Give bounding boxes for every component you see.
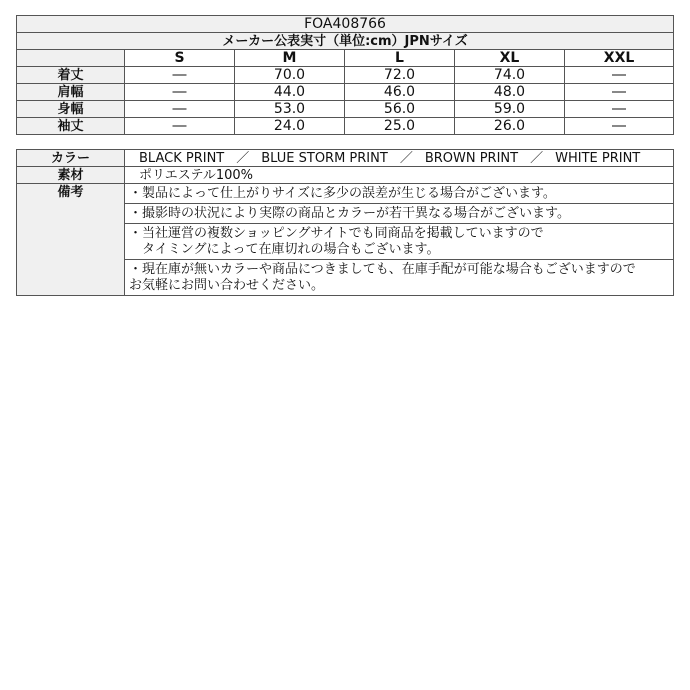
table-cell: ― bbox=[125, 118, 235, 135]
color-black-print: BLACK PRINT bbox=[139, 151, 225, 166]
note-item bbox=[125, 224, 674, 260]
table-cell: ― bbox=[565, 84, 674, 101]
table-cell: 44.0 bbox=[235, 84, 345, 101]
size-header-xl: XL bbox=[455, 50, 565, 67]
table-row bbox=[17, 118, 674, 135]
size-table bbox=[16, 15, 674, 135]
note-line: お気軽にお問い合わせください。 bbox=[129, 278, 325, 293]
table-cell: ― bbox=[125, 67, 235, 84]
table-cell: ― bbox=[565, 118, 674, 135]
size-header-m: M bbox=[235, 50, 345, 67]
size-header-xxl: XXL bbox=[565, 50, 674, 67]
table-cell: 53.0 bbox=[235, 101, 345, 118]
color-separator: ／ bbox=[236, 151, 250, 166]
table-cell: ― bbox=[125, 84, 235, 101]
note-line: タイミングによって在庫切れの場合もございます。 bbox=[129, 242, 440, 257]
table-row bbox=[17, 84, 674, 101]
note-item bbox=[125, 260, 674, 296]
row-label-shoulder: 肩幅 bbox=[17, 84, 125, 101]
table-row bbox=[17, 101, 674, 118]
table-cell: 72.0 bbox=[345, 67, 455, 84]
color-brown-print: BROWN PRINT bbox=[424, 151, 519, 166]
material-label: 素材 bbox=[17, 167, 125, 184]
table-cell: 59.0 bbox=[455, 101, 565, 118]
notes-label: 備考 bbox=[17, 184, 125, 296]
info-table bbox=[16, 149, 674, 296]
row-label-sleeve: 袖丈 bbox=[17, 118, 125, 135]
table-cell: 25.0 bbox=[345, 118, 455, 135]
row-label-length: 着丈 bbox=[17, 67, 125, 84]
table-cell: 56.0 bbox=[345, 101, 455, 118]
table-cell: 46.0 bbox=[345, 84, 455, 101]
color-white-print: WHITE PRINT bbox=[555, 151, 641, 166]
table-cell: 24.0 bbox=[235, 118, 345, 135]
table-cell: ― bbox=[125, 101, 235, 118]
table-cell: 74.0 bbox=[455, 67, 565, 84]
color-separator: ／ bbox=[399, 151, 413, 166]
table-cell: ― bbox=[565, 67, 674, 84]
material-value: ポリエステル100% bbox=[125, 167, 674, 184]
note-item bbox=[125, 184, 674, 204]
color-blue-storm-print: BLUE STORM PRINT bbox=[261, 151, 388, 166]
table-cell: 26.0 bbox=[455, 118, 565, 135]
color-list bbox=[125, 150, 674, 167]
color-separator: ／ bbox=[530, 151, 544, 166]
note-item bbox=[125, 204, 674, 224]
size-header-l: L bbox=[345, 50, 455, 67]
table-cell: ― bbox=[565, 101, 674, 118]
color-label: カラー bbox=[17, 150, 125, 167]
note-line: ・現在庫が無いカラーや商品につきましても、在庫手配が可能な場合もございますので bbox=[129, 262, 636, 277]
size-table-subtitle: メーカー公表実寸（単位:cm）JPNサイズ bbox=[17, 33, 674, 50]
note-line: ・当社運営の複数ショッピングサイトでも同商品を掲載していますので bbox=[129, 226, 544, 241]
size-header-blank bbox=[17, 50, 125, 67]
table-cell: 70.0 bbox=[235, 67, 345, 84]
row-label-chest: 身幅 bbox=[17, 101, 125, 118]
table-cell: 48.0 bbox=[455, 84, 565, 101]
product-code: FOA408766 bbox=[17, 16, 674, 33]
note-line: ・製品によって仕上がりサイズに多少の誤差が生じる場合がございます。 bbox=[129, 186, 556, 201]
table-row bbox=[17, 67, 674, 84]
size-header-s: S bbox=[125, 50, 235, 67]
note-line: ・撮影時の状況により実際の商品とカラーが若干異なる場合がございます。 bbox=[129, 206, 570, 221]
